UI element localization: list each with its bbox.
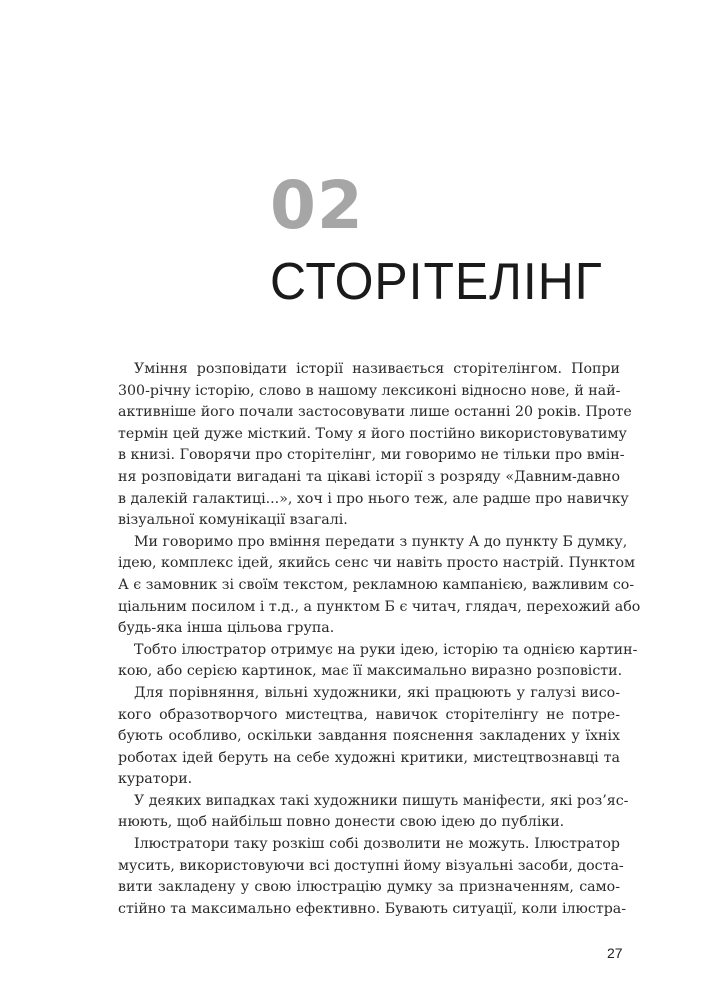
paragraph-line: в далекій галактиці...», хоч і про нього теж, але радше про навичку — [118, 490, 629, 507]
paragraph-line: ня розповідати вигадані та цікаві історії з розряду «Давним-давно — [118, 468, 620, 485]
page-number: 27 — [607, 945, 623, 961]
paragraph-line: Для порівняння, вільні художники, які працюють у галузі висо- — [134, 684, 620, 701]
paragraph-line: нюють, щоб найбільш повно донести свою ідею до публіки. — [118, 814, 565, 831]
paragraph-line: бують особливо, оскільки завдання пояснення закладених у їхніх — [118, 728, 620, 745]
paragraph-line: ідею, комплекс ідей, якийсь сенс чи навіть просто настрій. Пунктом — [118, 555, 636, 572]
body-text — [118, 359, 641, 920]
paragraph-line: візуальної комунікації взагалі. — [118, 512, 348, 529]
paragraph-line: кою, або серією картинок, має її максимально виразно розповісти. — [118, 663, 623, 680]
paragraph-line: Ілюстратори таку розкіш собі дозволити не можуть. Ілюстратор — [134, 836, 620, 853]
chapter-title: СТОРІТЕЛІНГ — [270, 253, 603, 311]
paragraph-line: мусить, використовуючи всі доступні йому візуальні засоби, доста- — [118, 857, 624, 874]
paragraph-line: стійно та максимально ефективно. Бувають ситуації, коли ілюстра- — [118, 900, 627, 917]
paragraph-line: в книзі. Говорячи про сторітелінг, ми говоримо не тільки про вмін- — [118, 447, 625, 464]
paragraph-line: кого образотворчого мистецтва, навичок сторітелінгу не потре- — [118, 706, 620, 723]
chapter-number: 02 — [270, 167, 364, 244]
paragraph-line: роботах ідей беруть на себе художні критики, мистецтвознавці та — [118, 749, 620, 766]
paragraph-line: вити закладену у свою ілюстрацію думку за призначенням, само- — [118, 879, 620, 896]
paragraph-line: Ми говоримо про вміння передати з пункту А до пункту Б думку, — [134, 533, 628, 550]
paragraph-line: будь-яка інша цільова група. — [118, 620, 335, 637]
paragraph-line: А є замовник зі своїм текстом, рекламною кампанією, важливим со- — [118, 576, 635, 593]
paragraph-line: активніше його почали застосовувати лише останні 20 років. Проте — [118, 404, 632, 421]
paragraph-line: ціальним посилом і т.д., а пунктом Б є читач, глядач, перехожий або — [118, 598, 641, 615]
paragraph-line: Уміння розповідати історії називається сторітелінгом. Попри — [134, 361, 620, 377]
paragraph-line: термін цей дуже місткий. Тому я його постійно використовуватиму — [118, 425, 627, 442]
paragraph-line: У деяких випадках такі художники пишуть маніфести, які роз’яс- — [134, 792, 629, 809]
paragraph-line: Тобто ілюстратор отримує на руки ідею, історію та однією картин- — [134, 641, 638, 658]
paragraph-line: 300-річну історію, слово в нашому лексиконі відносно нове, й най- — [118, 382, 621, 399]
paragraph-line: куратори. — [118, 771, 193, 788]
